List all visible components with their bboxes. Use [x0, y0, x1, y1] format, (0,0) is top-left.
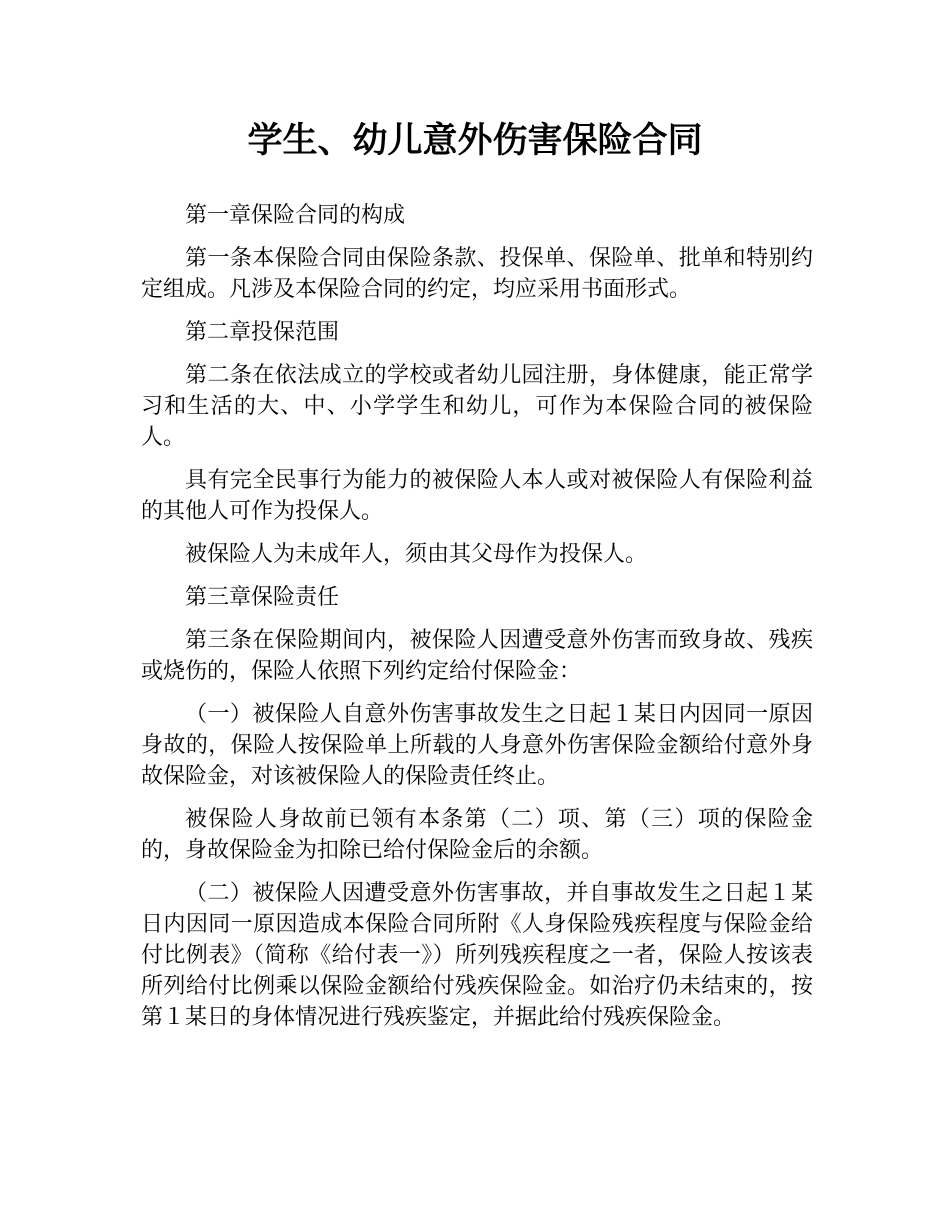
document-title: 学生、幼儿意外伤害保险合同	[247, 121, 703, 161]
chapter-heading-2: 第二章投保范围	[185, 320, 340, 345]
clause-1-paragraph: （一）被保险人自意外伤害事故发生之日起１某日内因同一原因身故的，保险人按保险单上所载的人身意外伤害保险金额给付意外身故保险金，对该被保险人的保险责任终止。	[141, 702, 813, 789]
clause-2-paragraph: （二）被保险人因遭受意外伤害事故，并自事故发生之日起１某日内因同一原因造成本保险合同所附《人身保险残疾程度与保险金给付比例表》（简称《给付表一》）所列残疾程度之一者，保险人按该表所列给付比例乘以保险金额给付残疾保险金。如治疗仍未结束的，按第１某日的身体情况进行残疾鉴定，并据此给付残疾保险金。	[141, 881, 813, 1030]
document-body	[141, 200, 813, 1045]
article-3-paragraph: 第三条在保险期间内，被保险人因遭受意外伤害而致身故、残疾或烧伤的，保险人依照下列约定给付保险金：	[141, 628, 813, 684]
minor-policyholder-paragraph: 被保险人为未成年人，须由其父母作为投保人。	[185, 542, 648, 567]
article-2-paragraph: 第二条在依法成立的学校或者幼儿园注册，身体健康，能正常学习和生活的大、中、小学学生和幼儿，可作为本保险合同的被保险人。	[141, 363, 813, 450]
policyholder-eligibility-paragraph: 具有完全民事行为能力的被保险人本人或对被保险人有保险利益的其他人可作为投保人。	[141, 468, 813, 524]
chapter-heading-3: 第三章保险责任	[185, 585, 340, 610]
death-benefit-deduction-paragraph: 被保险人身故前已领有本条第（二）项、第（三）项的保险金的，身故保险金为扣除已给付保险金后的余额。	[141, 807, 813, 863]
article-1-paragraph: 第一条本保险合同由保险条款、投保单、保险单、批单和特别约定组成。凡涉及本保险合同的约定，均应采用书面形式。	[141, 246, 813, 302]
chapter-heading-1: 第一章保险合同的构成	[185, 203, 406, 228]
